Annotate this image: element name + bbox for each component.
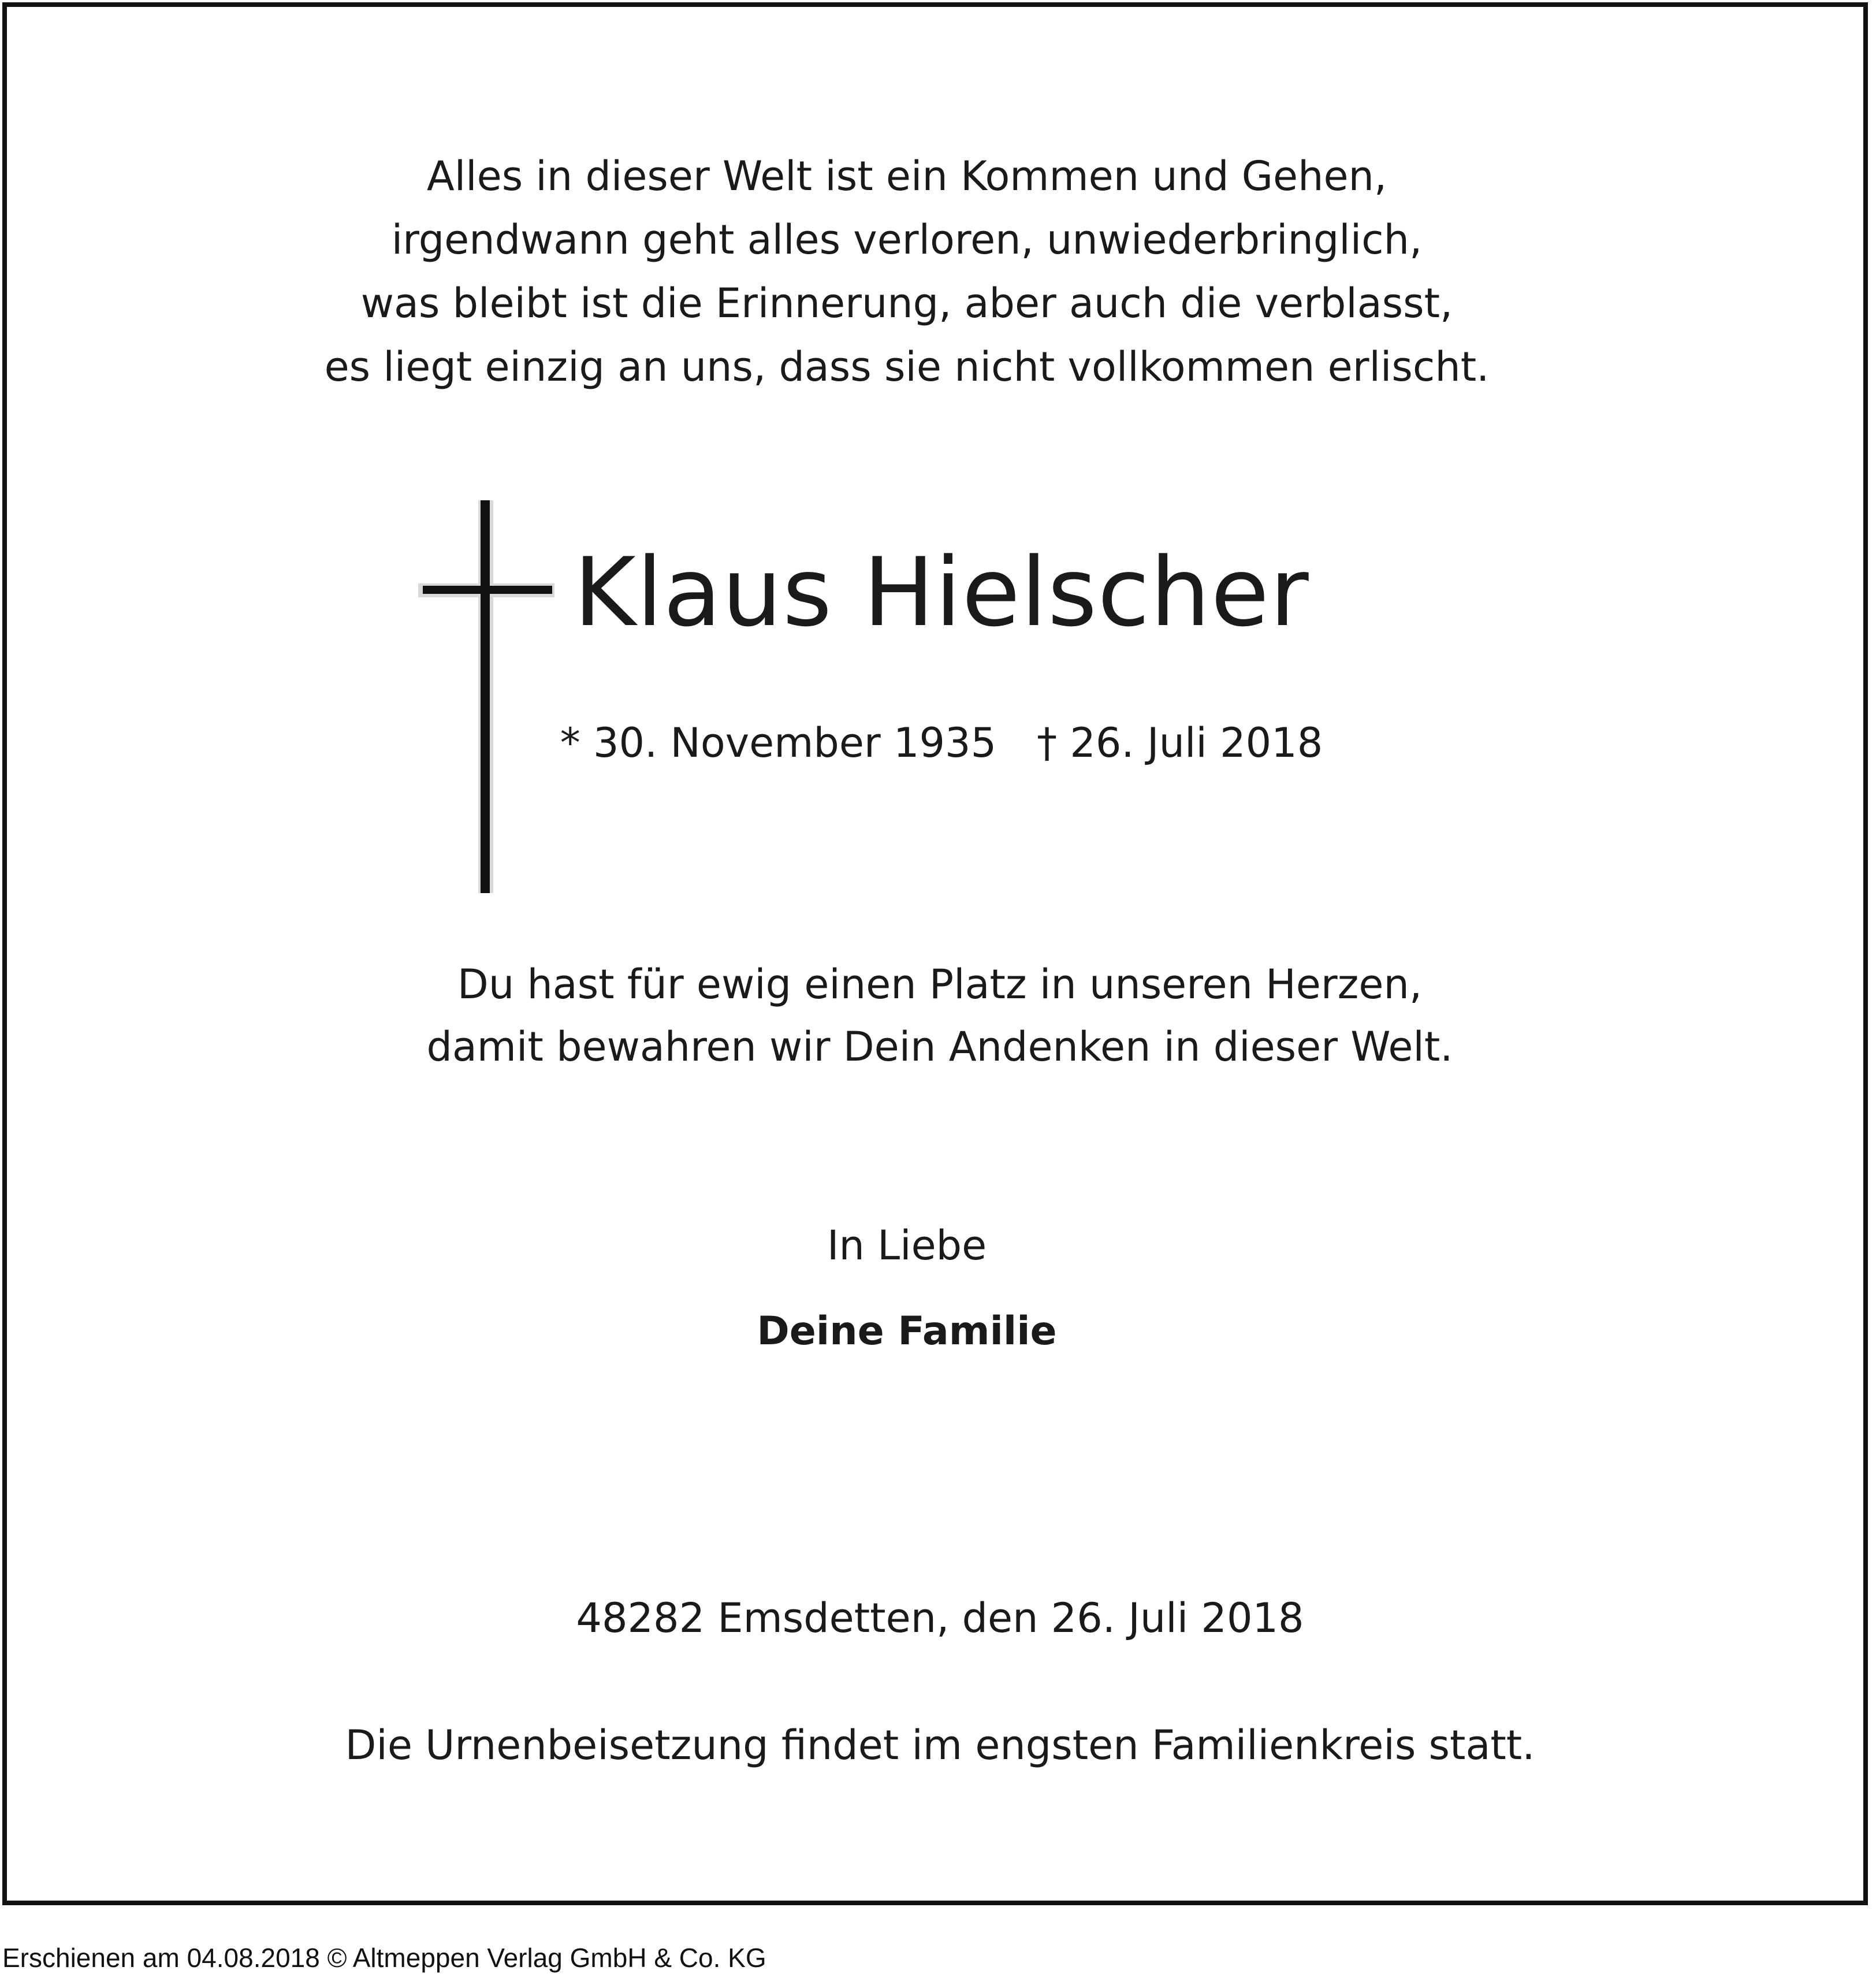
verse-line-1: Du hast für ewig einen Platz in unseren Herzen, (457, 961, 1423, 1008)
deceased-name: Klaus Hielscher (574, 537, 1309, 648)
place-date: 48282 Emsdetten, den 26. Juli 2018 (576, 1594, 1304, 1642)
publication-footer: Erschienen am 04.08.2018 © Altmeppen Verlag GmbH & Co. KG (2, 1943, 766, 1973)
life-dates (0, 719, 1876, 767)
death-date: † 26. Juli 2018 (1037, 719, 1323, 767)
poem-line-1: Alles in dieser Welt ist ein Kommen und Gehen, (426, 153, 1387, 200)
poem-block (0, 144, 1814, 399)
verse-block (0, 953, 1876, 1078)
poem-line-2: irgendwann geht alles verloren, unwiederbringlich, (391, 216, 1423, 263)
verse-line-2: damit bewahren wir Dein Andenken in dieser Welt. (426, 1023, 1453, 1070)
closing-signature: Deine Familie (757, 1308, 1057, 1354)
closing-greeting: In Liebe (827, 1222, 987, 1269)
burial-note: Die Urnenbeisetzung findet im engsten Familienkreis statt. (345, 1722, 1535, 1769)
poem-line-3: was bleibt ist die Erinnerung, aber auch die verblasst, (360, 280, 1453, 327)
birth-date: * 30. November 1935 (560, 719, 997, 767)
poem-line-4: es liegt einzig an uns, dass sie nicht vollkommen erlischt. (324, 343, 1490, 391)
